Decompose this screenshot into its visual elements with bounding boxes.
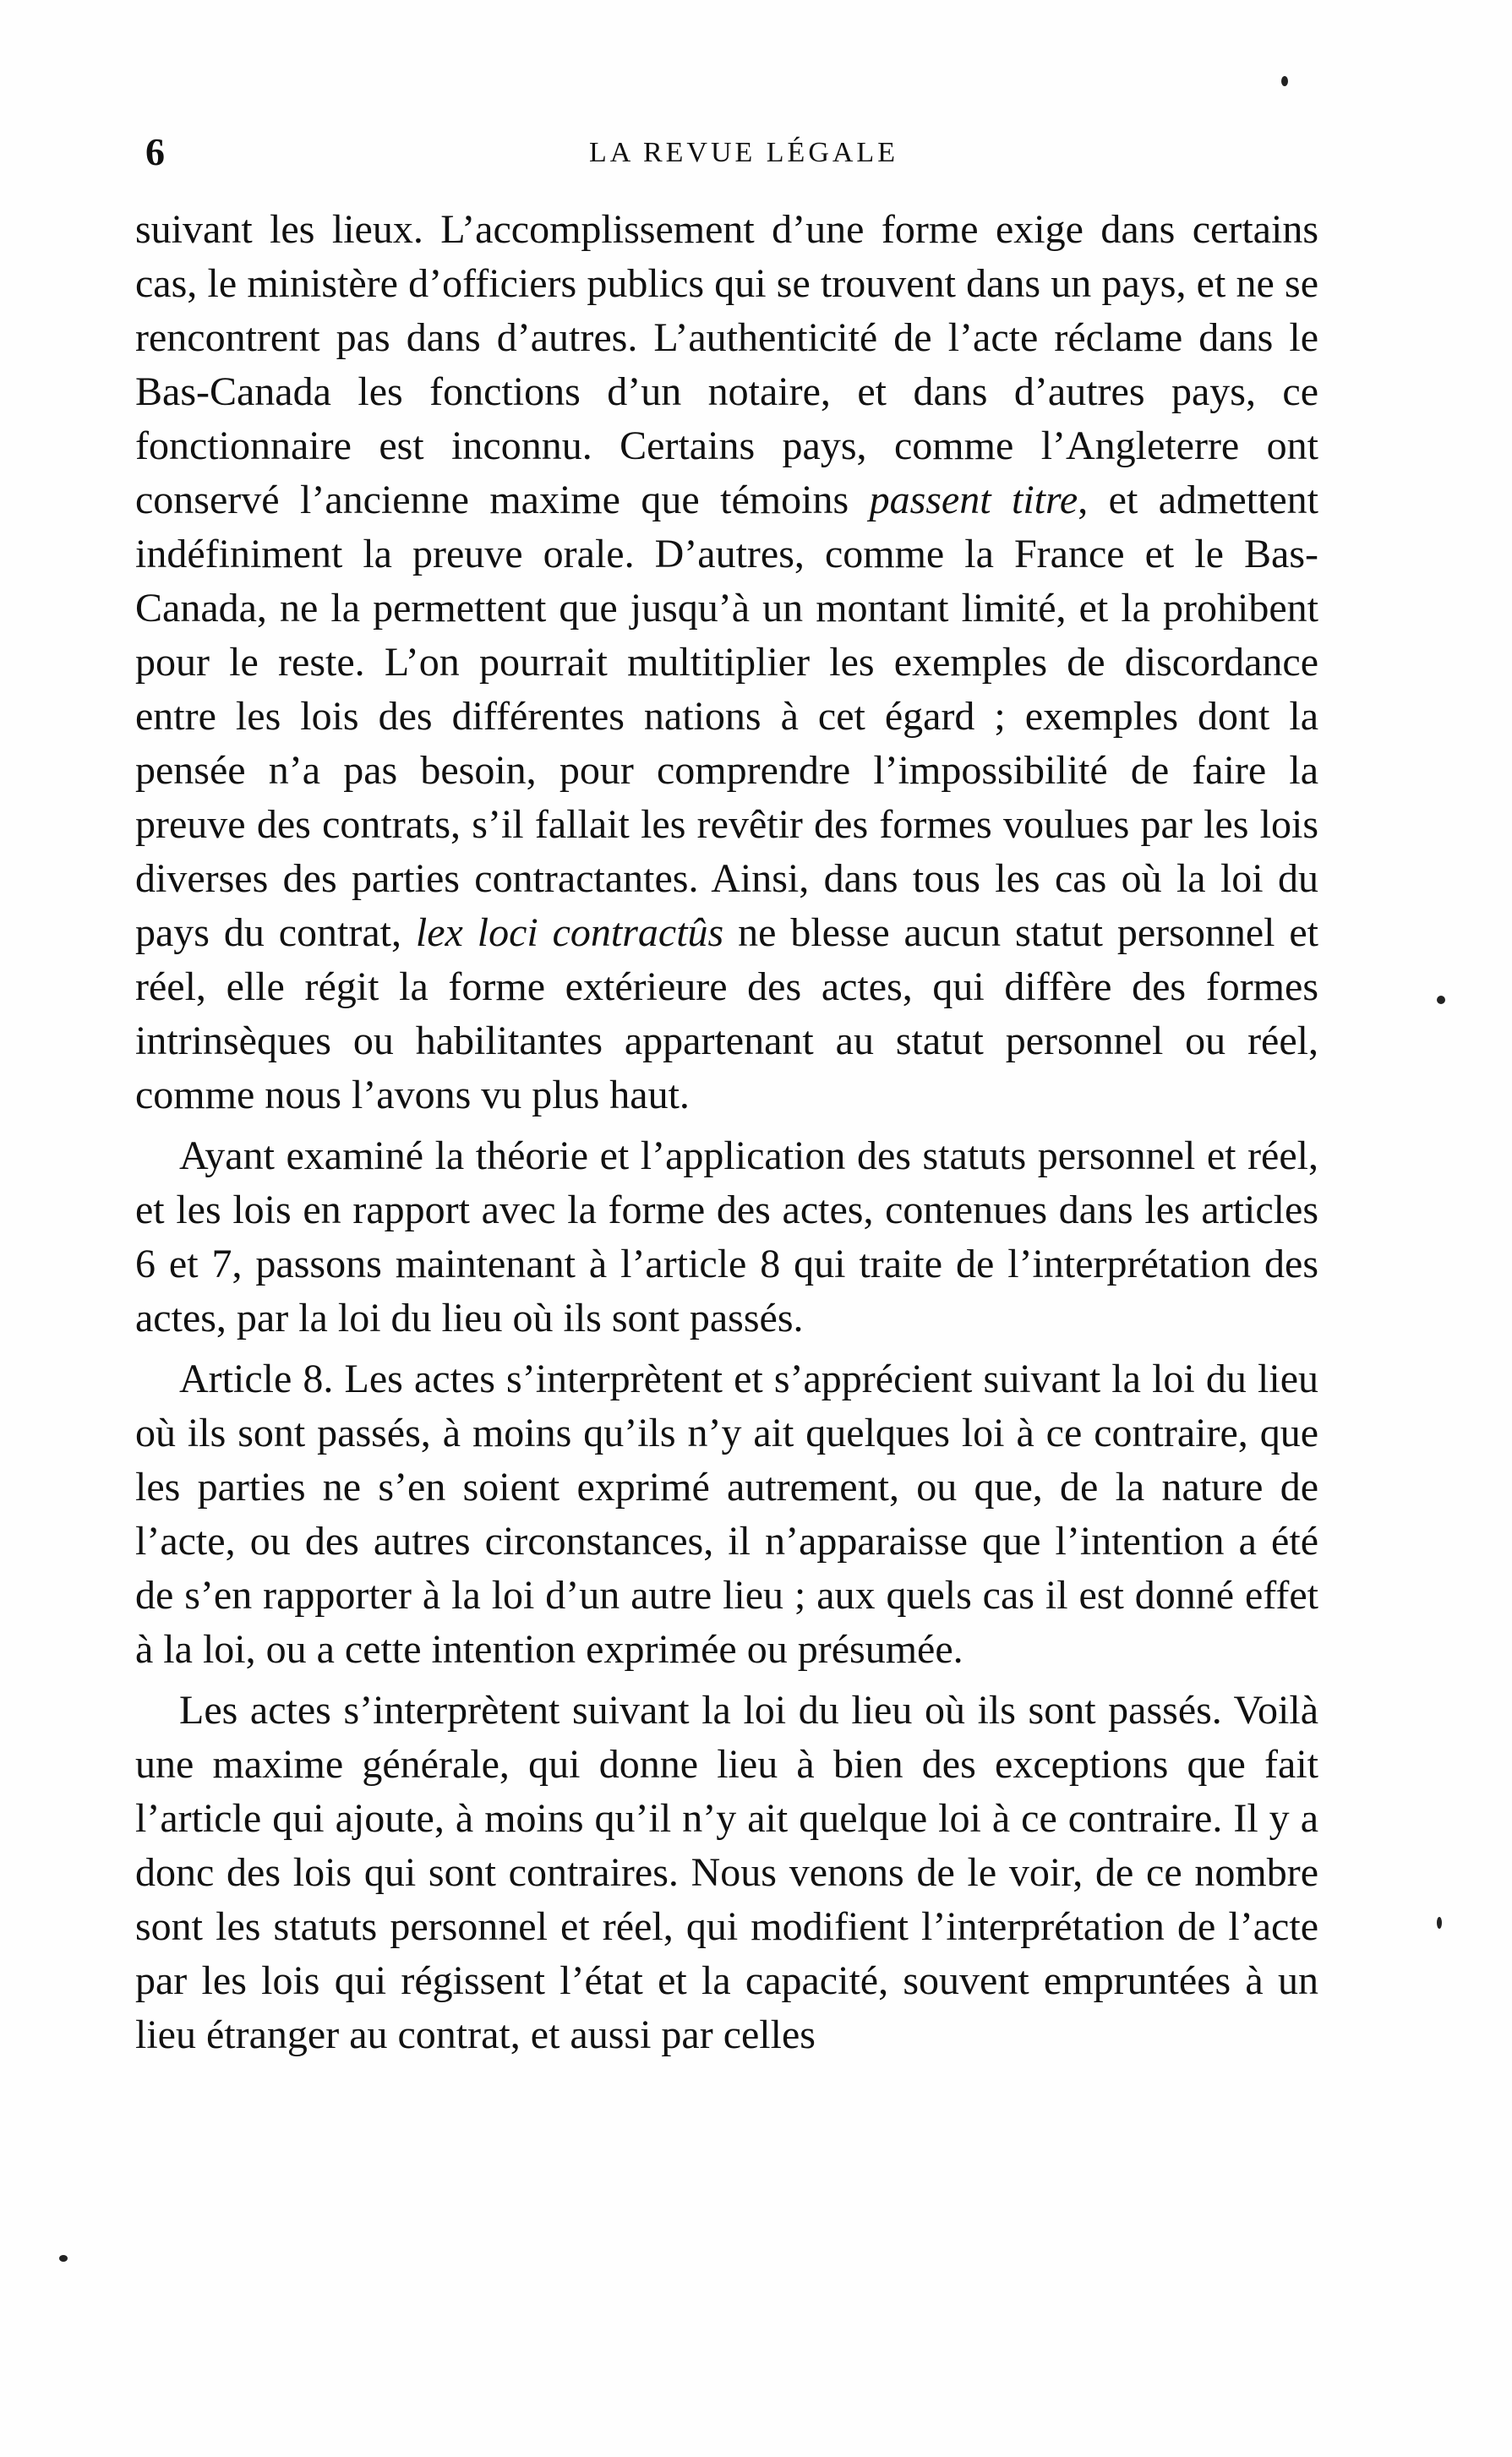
page-number: 6 (145, 130, 165, 173)
article-paragraph (135, 1352, 1318, 1677)
scan-speck (1437, 996, 1445, 1004)
paragraph (135, 1684, 1318, 2062)
paragraph (135, 1129, 1318, 1346)
running-head: LA REVUE LÉGALE (589, 137, 898, 168)
text-span: , et admettent indéfiniment la preuve orale. D’autres, comme la France et le Bas-Canada, ne la permettent que jusqu’à un montant limité, et la prohibent pour le reste. L’on pourrait multitiplier les exemples de discordance entre les lois des différentes nations à cet égard ; exemples dont la pensée n’a pas besoin, pour comprendre l’impossibilité de faire la preuve des contrats, s’il fallait les revêtir des formes voulues par les lois diverses des parties contractantes. Ainsi, dans tous les cas où la loi du pays du contrat, (135, 478, 1318, 955)
text-span: ne blesse aucun statut personnel et réel, elle régit la forme extérieure des actes, qui diffère des formes intrinsèques ou habilitantes appartenant au statut personnel ou réel, comme nous l’avons vu plus haut. (135, 910, 1319, 1117)
text-span: Article 8. Les actes s’interprètent et s’apprécient suivant la loi du lieu où ils sont passés, à moins qu’ils n’y ait quelques loi à ce contraire, que les parties ne s’en soient exprimé autrement, ou que, de la nature de l’acte, ou des autres circonstances, il n’apparaisse que l’intention a été de s’en rapporter à la loi d’un autre lieu ; aux quels cas il est donné effet à la loi, ou a cette intention exprimée ou présumée. (135, 1357, 1318, 1672)
page-header (135, 127, 1352, 177)
text-span: Les actes s’interprètent suivant la loi du lieu où ils sont passés. Voilà une maxime générale, qui donne lieu à bien des exceptions que fait l’article qui ajoute, à moins qu’il n’y ait quelque loi à ce contraire. Il y a donc des lois qui sont contraires. Nous venons de le voir, de ce nombre sont les statuts personnel et réel, qui modifient l’interprétation de l’acte par les lois qui régissent l’état et la capacité, souvent empruntées à un lieu étranger au contrat, et aussi par celles (135, 1688, 1318, 2057)
text-span: Ayant examiné la théorie et l’application des statuts personnel et réel, et les lois en rapport avec la forme des actes, contenues dans les articles 6 et 7, passons maintenant à l’article 8 qui traite de l’interprétation des actes, par la loi du lieu où ils sont passés. (135, 1133, 1318, 1340)
italic-phrase: lex loci contractûs (415, 910, 724, 955)
paragraph (135, 203, 1318, 1122)
italic-phrase: passent titre (869, 478, 1078, 522)
text-span: suivant les lieux. L’accomplissement d’une forme exige dans certains cas, le ministère d’officiers publics qui se trouvent dans un pays, et ne se rencontrent pas dans d’autres. L’authenticité de l’acte réclame dans le Bas-Canada les fonctions d’un notaire, et dans d’autres pays, ce fonctionnaire est inconnu. Certains pays, comme l’Angleterre ont conservé l’ancienne maxime que témoins (135, 207, 1318, 522)
body-text (135, 203, 1318, 2062)
scan-speck (1437, 1917, 1442, 1929)
scan-speck (1281, 76, 1288, 86)
scan-speck (59, 2255, 68, 2262)
